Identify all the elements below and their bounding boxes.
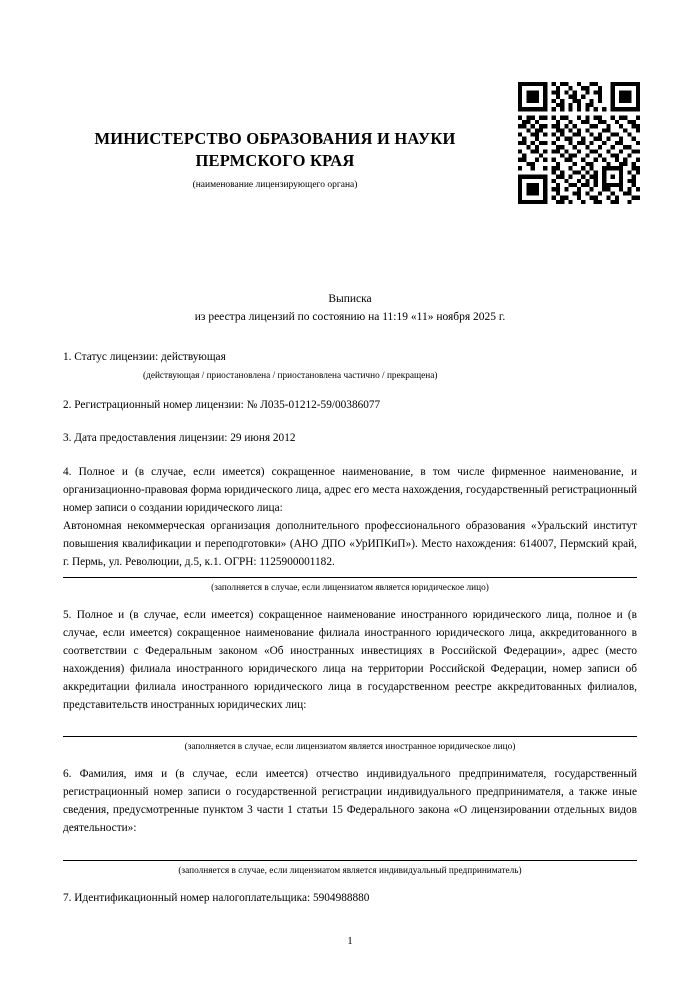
ministry-title-line2: ПЕРМСКОГО КРАЯ (195, 151, 355, 171)
item-3-license-date: 3. Дата предоставления лицензии: 29 июня 2012 (63, 432, 296, 445)
item-6-rule (63, 860, 637, 861)
item-4-note: (заполняется в случае, если лицензиатом является юридическое лицо) (211, 583, 489, 594)
item-4-rule (63, 577, 637, 578)
item-6-note: (заполняется в случае, если лицензиатом является индивидуальный предприниматель) (178, 865, 522, 876)
qr-code-icon (518, 82, 640, 204)
item-1-note: (действующая / приостановлена / приостановлена частично / прекращена) (143, 370, 438, 381)
document-header (40, 128, 510, 190)
document-body (63, 290, 637, 908)
extract-title (63, 290, 637, 327)
extract-title-line2: из реестра лицензий по состоянию на 11:19 «11» ноября 2025 г. (194, 311, 506, 324)
item-5-label: 5. Полное и (в случае, если имеется) сокращенное наименование иностранного юридического лица, полное и (в случае, если имеется) сокращенное наименование филиала иностранного юридического лица, аккредитованного в соответствии с Федеральным законом «Об иностранных инвестициях в Российской Федерации», адрес (место нахождения) филиала иностранного юридического лица на территории Российской Федерации, номер записи об аккредитации филиала иностранного юридического лица в государственном реестре аккредитованных филиалов, представительств иностранных юридических лиц: (63, 609, 637, 711)
licensing-organ-note: (наименование лицензирующего органа) (192, 179, 358, 190)
ministry-title (40, 128, 510, 173)
item-2-registration-number: 2. Регистрационный номер лицензии: № Л035-01212-59/00386077 (63, 398, 381, 411)
item-5-note: (заполняется в случае, если лицензиатом является иностранное юридическое лицо) (184, 742, 516, 753)
item-5-rule (63, 736, 637, 737)
page-number: 1 (347, 935, 353, 947)
item-4-value: Автономная некоммерческая организация дополнительного профессионального образования «Уральский институт повышения квалификации и переподготовки» (АНО ДПО «УрИПКиП»). Место нахождения: 614007, Пермский край, г. Пермь, ул. Революции, д.5, к.1. ОГРН: 1125900001182. (63, 519, 637, 568)
item-4-label: 4. Полное и (в случае, если имеется) сокращенное наименование, в том числе фирменное наименование, и организационно-правовая форма юридического лица, адрес его места нахождения, государственный регистрационный номер записи о создании юридического лица: (63, 466, 637, 514)
item-1-license-status: 1. Статус лицензии: действующая (63, 350, 226, 363)
item-7-taxpayer-number: 7. Идентификационный номер налогоплательщика: 5904988880 (63, 891, 370, 904)
item-6-label: 6. Фамилия, имя и (в случае, если имеется) отчество индивидуального предпринимателя, государственный регистрационный номер записи о государственной регистрации индивидуального предпринимателя, а также иные сведения, предусмотренные пунктом 3 части 1 статьи 15 Федерального закона «О лицензировании отдельных видов деятельности»: (63, 768, 637, 834)
extract-title-line1: Выписка (328, 293, 372, 305)
ministry-title-line1: МИНИСТЕРСТВО ОБРАЗОВАНИЯ И НАУКИ (94, 129, 456, 148)
